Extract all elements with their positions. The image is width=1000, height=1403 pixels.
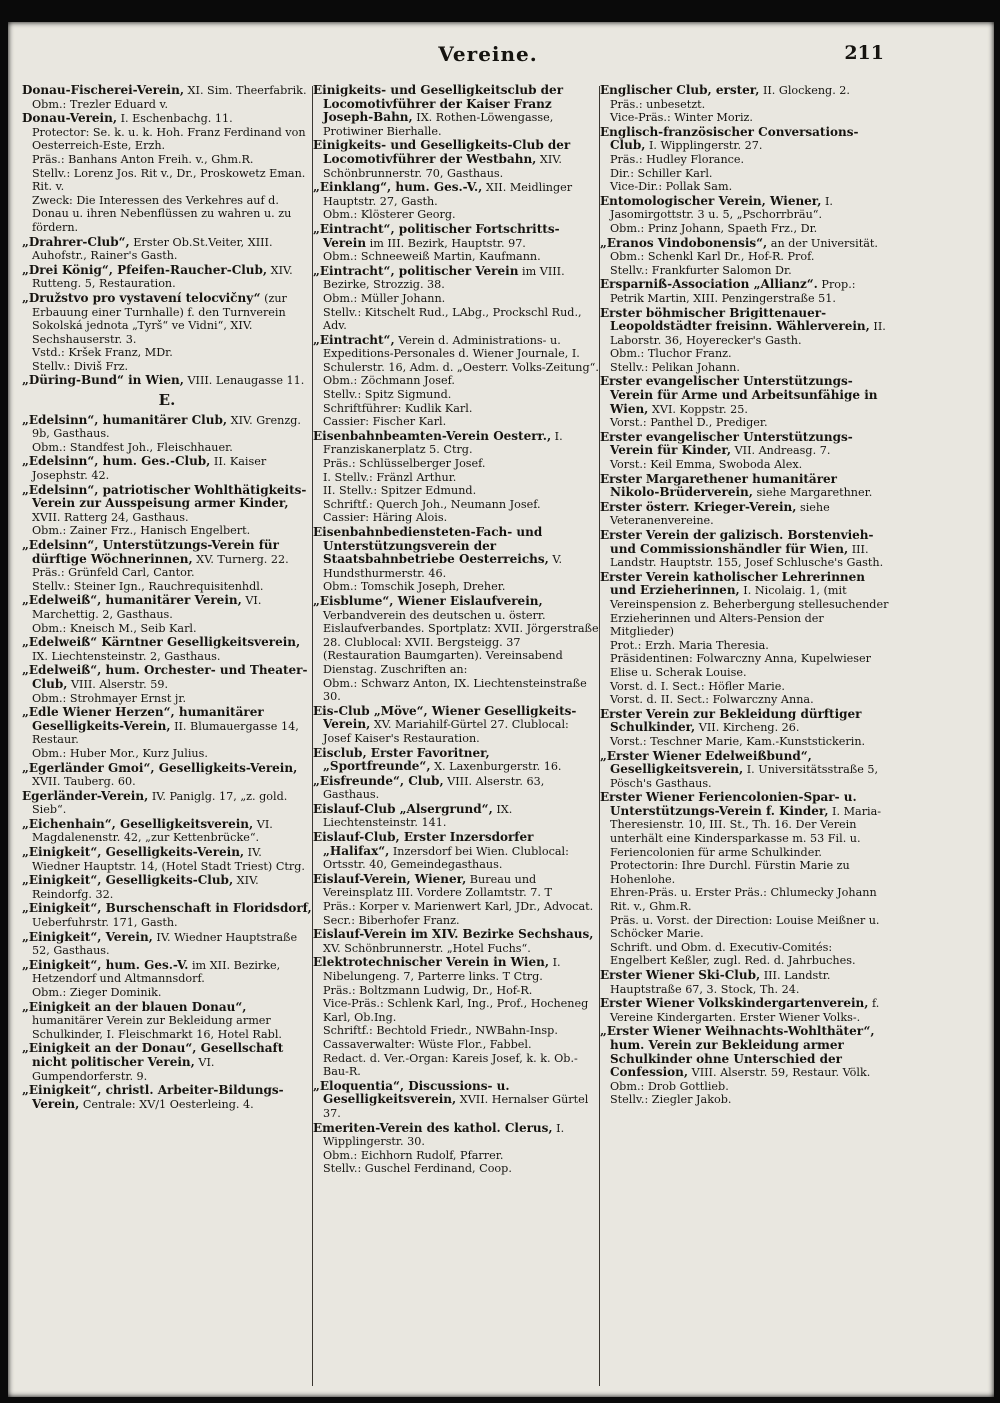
entry-text: IV. Wiedner Hauptstr. 14, (Hotel Stadt Triest) Ctrg. bbox=[32, 846, 305, 873]
entry-heading: Eislauf-Club „Alsergrund“, bbox=[313, 801, 493, 816]
entry-heading: Eislauf-Club, Erster Inzersdorfer „Halifax“, bbox=[313, 830, 534, 858]
entry-heading: Erster evangelischer Unterstützungs-Verein für Kinder, bbox=[600, 429, 853, 458]
entry-text: IX. Liechtensteinstr. 141. bbox=[323, 802, 513, 830]
directory-entry bbox=[22, 818, 312, 845]
column-3 bbox=[600, 84, 890, 1389]
entry-text: X. Laxenburgerstr. 16. bbox=[430, 760, 562, 774]
entry-detail-line: Präs.: Banhans Anton Freih. v., Ghm.R. bbox=[32, 152, 254, 166]
entry-heading: Erster Verein katholischer Lehrerinnen und Erzieherinnen, bbox=[600, 569, 866, 598]
page-number: 211 bbox=[844, 42, 884, 64]
entry-text: (zur Erbauung einer Turnhalle) f. den Turnverein Sokolská jednota „Tyrš“ ve Vidni“, XIV. Sechshauserstr. 3. bbox=[32, 291, 287, 346]
entry-detail-line: Obm.: Schwarz Anton, IX. Liechtensteinstraße 30. bbox=[323, 676, 587, 704]
entry-heading: Ersparniß-Association „Allianz“. bbox=[600, 277, 818, 292]
entry-text: XIV. Rutteng. 5, Restauration. bbox=[32, 263, 293, 291]
directory-entry bbox=[22, 84, 312, 111]
entry-heading: Donau-Verein, bbox=[22, 111, 118, 126]
directory-entry bbox=[313, 334, 599, 429]
directory-entry bbox=[600, 431, 890, 472]
entry-detail-line: Obm.: Tluchor Franz. bbox=[610, 347, 732, 361]
entry-detail-line: Präs.: Schlüsselberger Josef. bbox=[323, 457, 486, 471]
entry-text: XI. Sim. Theerfabrik. bbox=[184, 84, 307, 97]
directory-entry bbox=[22, 539, 312, 593]
entry-detail-line: Ehren-Präs. u. Erster Präs.: Chlumecky Johann Rit. v., Ghm.R. bbox=[610, 886, 877, 914]
entry-text: II. Blumauergasse 14, Restaur. bbox=[32, 719, 299, 747]
entry-text: Ueberfuhrstr. 171, Gasth. bbox=[32, 916, 178, 930]
entry-detail-line: Obm.: Kneisch M., Seib Karl. bbox=[32, 621, 197, 635]
entry-text: I. Maria-Theresienstr. 10, III. St., Th. 16. Der Verein unterhält eine Kindersparkasse m. 53 Fil. u. Feriencolonien für arme Schulkinder. bbox=[610, 804, 882, 859]
entry-text: XVII. Ratterg 24, Gasthaus. bbox=[32, 510, 189, 524]
entry-detail-line: Stellv.: Steiner Ign., Rauchrequisitenhdl. bbox=[32, 579, 264, 593]
entry-heading: „Edelweiß“, hum. Orchester- und Theater-Club, bbox=[22, 663, 308, 691]
entry-text: II. Kaiser Josephstr. 42. bbox=[32, 455, 267, 483]
page-sheet bbox=[8, 22, 994, 1397]
entry-heading: „Edelsinn“, humanitärer Club, bbox=[22, 412, 228, 427]
entry-detail-line: Obm.: Trezler Eduard v. bbox=[32, 97, 169, 111]
entry-text: an der Universität. bbox=[767, 236, 878, 250]
directory-entry bbox=[22, 264, 312, 291]
entry-text: im VIII. Bezirke, Strozzig. 38. bbox=[323, 264, 565, 292]
directory-entry bbox=[22, 931, 312, 958]
entry-detail-line: Präsidentinen: Folwarczny Anna, Kupelwieser Elise u. Scherak Louise. bbox=[610, 652, 872, 679]
entry-text: II. Glockeng. 2. bbox=[759, 84, 850, 97]
directory-entry bbox=[22, 236, 312, 263]
entry-detail-line: Schriftführer: Kudlik Karl. bbox=[323, 401, 473, 415]
entry-heading: Eislauf-Verein im XIV. Bezirke Sechshaus, bbox=[313, 927, 594, 942]
entry-heading: „Eintracht“, politischer Fortschritts-Verein bbox=[313, 221, 560, 250]
entry-detail-line: I. Stellv.: Fränzl Arthur. bbox=[323, 470, 457, 484]
entry-heading: Elektrotechnischer Verein in Wien, bbox=[313, 955, 550, 970]
entry-text: Verbandverein des deutschen u. österr. Eislaufverbandes. Sportplatz: XVII. Jörgerstraße 28. Clublocal: XVII. Bergsteigg. 37 (Restauration Baumgarten). Vereinsabend Dienstag. Zuschriften an: bbox=[323, 608, 599, 676]
entry-text: VIII. Lenaugasse 11. bbox=[183, 374, 305, 388]
entry-heading: Erster Wiener Ski-Club, bbox=[600, 968, 761, 982]
entry-heading: „Edelsinn“, Unterstützungs-Verein für dürftige Wöchnerinnen, bbox=[22, 538, 279, 566]
entry-detail-line: Vice-Dir.: Pollak Sam. bbox=[610, 180, 733, 194]
entry-heading: „Einigkeit“, Burschenschaft in Floridsdorf, bbox=[22, 901, 312, 916]
entry-heading: Erster Verein zur Bekleidung dürftiger Schulkinder, bbox=[600, 706, 862, 735]
entry-text: XIV. Schönbrunnerstr. 70, Gasthaus. bbox=[323, 152, 562, 180]
entry-heading: Englischer Club, erster, bbox=[600, 84, 760, 97]
directory-entry bbox=[22, 846, 312, 873]
directory-entry bbox=[600, 84, 890, 125]
entry-heading: „Egerländer Gmoi“, Geselligkeits-Verein, bbox=[22, 760, 298, 775]
directory-entry bbox=[22, 414, 312, 455]
entry-heading: Erster Wiener Feriencolonien-Spar- u. Unterstützungs-Verein f. Kinder, bbox=[600, 790, 857, 818]
entry-text: XVI. Koppstr. 25. bbox=[648, 402, 748, 416]
entry-detail-line: Protector: Se. k. u. k. Hoh. Franz Ferdinand von Oesterreich-Este, Erzh. bbox=[32, 125, 306, 153]
entry-heading: Entomologischer Verein, Wiener, bbox=[600, 193, 822, 208]
entry-heading: Englisch-französischer Conversations-Club, bbox=[600, 124, 859, 153]
entry-text: III. Landstr. Hauptstraße 67, 3. Stock, Th. 24. bbox=[610, 969, 831, 996]
entry-detail-line: Obm.: Eichhorn Rudolf, Pfarrer. bbox=[323, 1148, 504, 1162]
entry-heading: „Edelsinn“, hum. Ges.-Club, bbox=[22, 454, 211, 469]
entry-detail-line: Cassier: Häring Alois. bbox=[323, 511, 448, 525]
directory-entry bbox=[313, 430, 599, 525]
entry-heading: Einigkeits- und Geselligkeits-Club der Locomotivführer der Westbahn, bbox=[313, 138, 571, 166]
directory-entry bbox=[313, 956, 599, 1078]
directory-entry bbox=[22, 292, 312, 374]
entry-detail-line: Dir.: Schiller Karl. bbox=[610, 166, 713, 180]
entry-text: VI. Gumpendorferstr. 9. bbox=[32, 1055, 215, 1083]
entry-heading: „Drei König“, Pfeifen-Raucher-Club, bbox=[22, 262, 268, 277]
entry-heading: Erster evangelischer Unterstützungs-Verein für Arme und Arbeitsunfähige in Wien, bbox=[600, 374, 878, 416]
entry-text: Inzersdorf bei Wien. Clublocal: Ortsstr. 40, Gemeindegasthaus. bbox=[323, 844, 569, 872]
entry-heading: Eisclub, Erster Favoritner, „Sportfreunde“, bbox=[313, 745, 490, 774]
column-2 bbox=[313, 84, 599, 1389]
entry-detail-line: Protectorin: Ihre Durchl. Fürstin Marie zu Hohenlohe. bbox=[610, 859, 850, 886]
entry-text: I. Jasomirgottstr. 3 u. 5, „Pschorrbräu“. bbox=[610, 194, 833, 222]
entry-text: I. Franziskanerplatz 5. Ctrg. bbox=[323, 429, 563, 457]
entry-detail-line: Redact. d. Ver.-Organ: Kareis Josef, k. k. Ob.-Bau-R. bbox=[323, 1051, 578, 1079]
entry-text: XIV. Grenzg. 9b, Gasthaus. bbox=[32, 413, 301, 441]
entry-text: siehe Margarethner. bbox=[752, 486, 873, 500]
directory-entry bbox=[313, 747, 599, 774]
directory-entry bbox=[600, 307, 890, 375]
entry-heading: Erster Wiener Volkskindergartenverein, bbox=[600, 996, 869, 1011]
entry-detail-line: Stellv.: Pelikan Johann. bbox=[610, 360, 740, 374]
entry-heading: „Einklang“, hum. Ges.-V., bbox=[313, 180, 483, 195]
entry-detail-line: Vorst.: Teschner Marie, Kam.-Kunststickerin. bbox=[610, 734, 866, 748]
directory-entry bbox=[600, 708, 890, 749]
directory-entry bbox=[313, 775, 599, 802]
entry-text: XV. Turnerg. 22. bbox=[192, 552, 289, 566]
entry-heading: Emeriten-Verein des kathol. Clerus, bbox=[313, 1120, 553, 1135]
entry-text: XV. Mariahilf-Gürtel 27. Clublocal: Josef Kaiser's Restauration. bbox=[323, 718, 569, 745]
entry-detail-line: Obm.: Schneeweiß Martin, Kaufmann. bbox=[323, 250, 541, 264]
entry-text: XVII. Hernalser Gürtel 37. bbox=[323, 1093, 589, 1120]
entry-heading: „Einigkeit an der blauen Donau“, bbox=[22, 999, 247, 1014]
entry-detail-line: Prot.: Erzh. Maria Theresia. bbox=[610, 638, 769, 652]
entry-text: VIII. Alserstr. 63, Gasthaus. bbox=[323, 774, 545, 802]
entry-detail-line: Vorst. d. I. Sect.: Höfler Marie. bbox=[610, 679, 785, 693]
directory-entry bbox=[313, 595, 599, 704]
entry-text: f. Vereine Kindergarten. Erster Wiener Volks-. bbox=[610, 997, 880, 1024]
directory-entry bbox=[22, 636, 312, 663]
entry-detail-line: Stellv.: Spitz Sigmund. bbox=[323, 388, 452, 402]
directory-entry bbox=[22, 790, 312, 817]
directory-entry bbox=[313, 139, 599, 180]
entry-detail-line: Präs.: Boltzmann Ludwig, Dr., Hof-R. bbox=[323, 983, 533, 997]
directory-entry bbox=[313, 223, 599, 264]
directory-entry bbox=[22, 706, 312, 760]
entry-text: V. Hundsthurmerstr. 46. bbox=[323, 553, 563, 580]
directory-entry bbox=[600, 529, 890, 570]
entry-heading: „Eisblume“, Wiener Eislaufverein, bbox=[313, 593, 543, 608]
entry-detail-line: Vorst. d. II. Sect.: Folwarczny Anna. bbox=[610, 693, 814, 707]
directory-entry bbox=[22, 1001, 312, 1042]
entry-heading: „Düring-Bund“ in Wien, bbox=[22, 373, 184, 388]
directory-entry bbox=[313, 803, 599, 830]
directory-entry bbox=[22, 455, 312, 482]
directory-entry bbox=[22, 959, 312, 1000]
directory-entry bbox=[600, 126, 890, 194]
entry-detail-line: Stellv.: Kitschelt Rud., LAbg., Prockschl Rud., Adv. bbox=[323, 305, 582, 333]
directory-entry bbox=[600, 501, 890, 528]
entry-detail-line: Schriftf.: Querch Joh., Neumann Josef. bbox=[323, 497, 541, 511]
entry-text: III. Landstr. Hauptstr. 155, Josef Schlusche's Gasth. bbox=[610, 542, 884, 570]
entry-text: XII. Meidlinger Hauptstr. 27, Gasth. bbox=[323, 181, 573, 208]
entry-detail-line: Schrift. und Obm. d. Executiv-Comités: Engelbert Keßler, zugl. Red. d. Jahrbuches. bbox=[610, 940, 856, 968]
directory-entry bbox=[22, 664, 312, 705]
entry-heading: „Edelweiß“, humanitärer Verein, bbox=[22, 593, 242, 608]
entry-detail-line: Vice-Präs.: Winter Moriz. bbox=[610, 111, 753, 125]
directory-entry bbox=[313, 526, 599, 594]
entry-heading: „Eranos Vindobonensis“, bbox=[600, 235, 768, 250]
entry-heading: Eislauf-Verein, Wiener, bbox=[313, 871, 467, 886]
entry-heading: „Edelweiß“ Kärntner Geselligkeitsverein, bbox=[22, 635, 301, 650]
entry-detail-line: Präs.: unbesetzt. bbox=[610, 97, 706, 111]
directory-entry bbox=[600, 278, 890, 305]
entry-detail-line: Stellv.: Diviš Frz. bbox=[32, 359, 129, 373]
entry-detail-line: Obm.: Huber Mor., Kurz Julius. bbox=[32, 746, 208, 760]
directory-entry bbox=[22, 374, 312, 388]
entry-heading: „Einigkeit“, hum. Ges.-V. bbox=[22, 957, 189, 972]
entry-heading: „Einigkeit“, Geselligkeits-Verein, bbox=[22, 845, 245, 860]
entry-detail-line: Obm.: Schenkl Karl Dr., Hof-R. Prof. bbox=[610, 250, 815, 264]
directory-entry bbox=[600, 195, 890, 236]
entry-heading: Eis-Club „Möve“, Wiener Geselligkeits-Verein, bbox=[313, 703, 577, 732]
directory-entry bbox=[313, 873, 599, 927]
directory-entry bbox=[313, 928, 599, 955]
directory-entry bbox=[600, 997, 890, 1024]
entry-detail-line: Obm.: Strohmayer Ernst jr. bbox=[32, 691, 187, 705]
entry-text: siehe Veteranenvereine. bbox=[610, 500, 830, 528]
entry-detail-line: Vorst.: Panthel D., Prediger. bbox=[610, 416, 768, 430]
entry-heading: „Einigkeit“, Verein, bbox=[22, 929, 153, 944]
entry-heading: „Erster Wiener Edelweißbund“, Geselligkeitsverein, bbox=[600, 748, 812, 777]
entry-text: IX. Rothen-Löwengasse, Protiwiner Bierhalle. bbox=[323, 111, 554, 138]
entry-detail-line: Stellv.: Frankfurter Salomon Dr. bbox=[610, 263, 792, 277]
entry-text: VIII. Alserstr. 59, Restaur. Völk. bbox=[688, 1066, 871, 1080]
entry-text: Prop.: Petrik Martin, XIII. Penzingerstraße 51. bbox=[610, 278, 856, 305]
entry-detail-line: Cassier: Fischer Karl. bbox=[323, 415, 447, 429]
entry-detail-line: Obm.: Zainer Frz., Hanisch Engelbert. bbox=[32, 524, 251, 538]
entry-heading: Erster böhmischer Brigittenauer-Leopoldstädter freisinn. Wählerverein, bbox=[600, 305, 870, 334]
entry-text: IV. Paniglg. 17, „z. gold. Sieb“. bbox=[32, 789, 288, 817]
entry-text: im XII. Bezirke, Hetzendorf und Altmannsdorf. bbox=[32, 958, 281, 986]
entry-heading: Donau-Fischerei-Verein, bbox=[22, 84, 184, 97]
running-head bbox=[8, 42, 994, 72]
entry-heading: „Eintracht“, bbox=[313, 332, 395, 347]
directory-entry bbox=[313, 265, 599, 333]
directory-entry bbox=[313, 84, 599, 138]
entry-text: I. Wipplingerstr. 30. bbox=[323, 1121, 565, 1149]
directory-entry bbox=[313, 1122, 599, 1176]
entry-detail-line: Stellv.: Ziegler Jakob. bbox=[610, 1093, 732, 1107]
entry-text: VII. Andreasg. 7. bbox=[731, 444, 831, 458]
entry-detail-line: Vstd.: Kršek Franz, MDr. bbox=[32, 346, 173, 360]
directory-entry bbox=[22, 594, 312, 635]
entry-text: VII. Kircheng. 26. bbox=[695, 721, 800, 735]
entry-heading: „Einigkeit“, Geselligkeits-Club, bbox=[22, 873, 234, 888]
directory-entry bbox=[22, 1084, 312, 1111]
entry-heading: Erster Margarethener humanitärer Nikolo-Brüderverein, bbox=[600, 471, 837, 500]
entry-heading: „Erster Wiener Weihnachts-Wohlthäter“, hum. Verein zur Bekleidung armer Schulkinder ohne Unterschied der Confession, bbox=[600, 1024, 875, 1080]
directory-entry bbox=[22, 902, 312, 929]
entry-text: humanitärer Verein zur Bekleidung armer Schulkinder, I. Fleischmarkt 16, Hotel Rabl. bbox=[32, 1014, 282, 1041]
directory-entry bbox=[600, 1025, 890, 1107]
entry-detail-line: Stellv.: Guschel Ferdinand, Coop. bbox=[323, 1162, 512, 1176]
directory-entry bbox=[313, 831, 599, 872]
directory-entry bbox=[22, 874, 312, 901]
entry-heading: „Edle Wiener Herzen“, humanitärer Geselligkeits-Verein, bbox=[22, 705, 264, 733]
directory-entry bbox=[600, 473, 890, 500]
entry-heading: „Edelsinn“, patriotischer Wohlthätigkeits-Verein zur Ausspeisung armer Kinder, bbox=[22, 482, 307, 511]
directory-entry bbox=[22, 762, 312, 789]
entry-text: XV. Schönbrunnerstr. „Hotel Fuchs“. bbox=[323, 941, 531, 955]
directory-entry bbox=[600, 969, 890, 996]
page-title: Vereine. bbox=[438, 42, 538, 66]
entry-text: Erster Ob.St.Veiter, XIII. Auhofstr., Rainer's Gasth. bbox=[32, 235, 273, 263]
entry-detail-line: Cassaverwalter: Wüste Flor., Fabbel. bbox=[323, 1037, 532, 1051]
entry-detail-line: Obm.: Standfest Joh., Fleischhauer. bbox=[32, 440, 233, 454]
section-letter: E. bbox=[158, 391, 176, 410]
entry-heading: Eisenbahnbeamten-Verein Oesterr., bbox=[313, 428, 552, 443]
entry-heading: Einigkeits- und Geselligkeitsclub der Locomotivführer der Kaiser Franz Joseph-Bahn, bbox=[313, 84, 564, 125]
entry-detail-line: Vice-Präs.: Schlenk Karl, Ing., Prof., Hocheneg Karl, Ob.Ing. bbox=[323, 997, 589, 1024]
entry-heading: „Einigkeit“, christl. Arbeiter-Bildungs-Verein, bbox=[22, 1083, 284, 1111]
entry-heading: Egerländer-Verein, bbox=[22, 788, 149, 803]
directory-entry bbox=[600, 237, 890, 278]
entry-text: VIII. Alserstr. 59. bbox=[67, 677, 169, 691]
entry-text: II. Laborstr. 36, Hoyerecker's Gasth. bbox=[610, 320, 886, 347]
entry-detail-line: Präs.: Korper v. Marienwert Karl, JDr., Advocat. bbox=[323, 900, 594, 914]
entry-text: IX. Liechtensteinstr. 2, Gasthaus. bbox=[32, 649, 221, 663]
directory-entry bbox=[600, 375, 890, 429]
directory-entry bbox=[313, 1080, 599, 1121]
entry-detail-line: Obm.: Zieger Dominik. bbox=[32, 986, 162, 999]
entry-text: I. Eschenbachg. 11. bbox=[117, 112, 233, 126]
directory-entry bbox=[22, 484, 312, 538]
entry-heading: „Einigkeit an der Donau“, Gesellschaft nicht politischer Verein, bbox=[22, 1041, 284, 1069]
entry-heading: „Eichenhain“, Geselligkeitsverein, bbox=[22, 816, 254, 831]
entry-heading: „Družstvo pro vystavení telocvičny“ bbox=[22, 290, 261, 305]
directory-entry bbox=[600, 791, 890, 968]
entry-text: XVII. Tauberg. 60. bbox=[32, 775, 136, 789]
entry-detail-line: II. Stellv.: Spitzer Edmund. bbox=[323, 484, 477, 498]
entry-detail-line: Zweck: Die Interessen des Verkehres auf d. Donau u. ihren Nebenflüssen zu wahren u. zu fördern. bbox=[32, 193, 292, 234]
entry-text: I. Wipplingerstr. 27. bbox=[645, 139, 763, 153]
directory-entry bbox=[313, 181, 599, 222]
entry-text: IV. Wiedner Hauptstraße 52, Gasthaus. bbox=[32, 930, 298, 958]
entry-heading: „Drahrer-Club“, bbox=[22, 234, 130, 249]
entry-text: VI. Marchettig. 2, Gasthaus. bbox=[32, 594, 262, 621]
entry-detail-line: Obm.: Müller Johann. bbox=[323, 291, 446, 305]
entry-detail-line: Obm.: Drob Gottlieb. bbox=[610, 1079, 729, 1093]
entry-heading: „Eintracht“, politischer Verein bbox=[313, 263, 519, 278]
entry-text: I. Nicolaig. 1, (mit Vereinspension z. Beherbergung stellesuchender Erzieherinnen und Alters-Pension der Mitglieder) bbox=[610, 584, 889, 639]
entry-heading: Erster Verein der galizisch. Borstenvieh- und Commissionshändler für Wien, bbox=[600, 528, 874, 556]
entry-text: Verein d. Administrations- u. Expeditions-Personales d. Wiener Journale, I. Schulerstr. 16, Adm. d. „Oesterr. Volks-Zeitung“. bbox=[323, 333, 599, 374]
directory-entry bbox=[313, 705, 599, 746]
entry-text: I. Universitätsstraße 5, Pösch's Gasthaus. bbox=[610, 763, 879, 790]
entry-detail-line: Stellv.: Lorenz Jos. Rit v., Dr., Proskowetz Eman. Rit. v. bbox=[32, 166, 306, 194]
entry-text: I. Nibelungeng. 7, Parterre links. T Ctrg. bbox=[323, 956, 561, 983]
entry-detail-line: Obm.: Zöchmann Josef. bbox=[323, 374, 455, 388]
entry-detail-line: Secr.: Biberhofer Franz. bbox=[323, 913, 460, 927]
entry-detail-line: Präs.: Hudley Florance. bbox=[610, 152, 745, 166]
entry-detail-line: Vorst.: Keil Emma, Swoboda Alex. bbox=[610, 458, 803, 472]
entry-text: im III. Bezirk, Hauptstr. 97. bbox=[366, 236, 526, 250]
entry-text: Bureau und Vereinsplatz III. Vordere Zollamtstr. 7. T bbox=[323, 872, 552, 900]
entry-text: VI. Magdalenenstr. 42, „zur Kettenbrücke“. bbox=[32, 817, 273, 845]
entry-detail-line: Obm.: Prinz Johann, Spaeth Frz., Dr. bbox=[610, 221, 818, 235]
entry-heading: Eisenbahnbediensteten-Fach- und Unterstützungsverein der Staatsbahnbetriebe Oesterreichs, bbox=[313, 525, 549, 567]
entry-heading: „Eisfreunde“, Club, bbox=[313, 773, 444, 788]
column-1 bbox=[22, 84, 312, 1389]
entry-detail-line: Obm.: Tomschik Joseph, Dreher. bbox=[323, 580, 506, 594]
entry-detail-line: Präs. u. Vorst. der Direction: Louise Meißner u. Schöcker Marie. bbox=[610, 913, 880, 941]
entry-heading: Erster österr. Krieger-Verein, bbox=[600, 499, 797, 514]
directory-entry bbox=[600, 571, 890, 707]
directory-entry bbox=[600, 750, 890, 791]
entry-heading: „Eloquentia“, Discussions- u. Geselligkeitsverein, bbox=[313, 1078, 510, 1107]
entry-detail-line: Obm.: Klösterer Georg. bbox=[323, 208, 456, 222]
entry-text: Centrale: XV/1 Oesterleing. 4. bbox=[79, 1097, 254, 1111]
entry-detail-line: Präs.: Grünfeld Carl, Cantor. bbox=[32, 566, 195, 580]
directory-entry bbox=[22, 1042, 312, 1083]
entry-text: XIV. Reindorfg. 32. bbox=[32, 874, 259, 901]
directory-entry bbox=[22, 112, 312, 234]
entry-detail-line: Schriftf.: Bechtold Friedr., NWBahn-Insp. bbox=[323, 1024, 558, 1038]
